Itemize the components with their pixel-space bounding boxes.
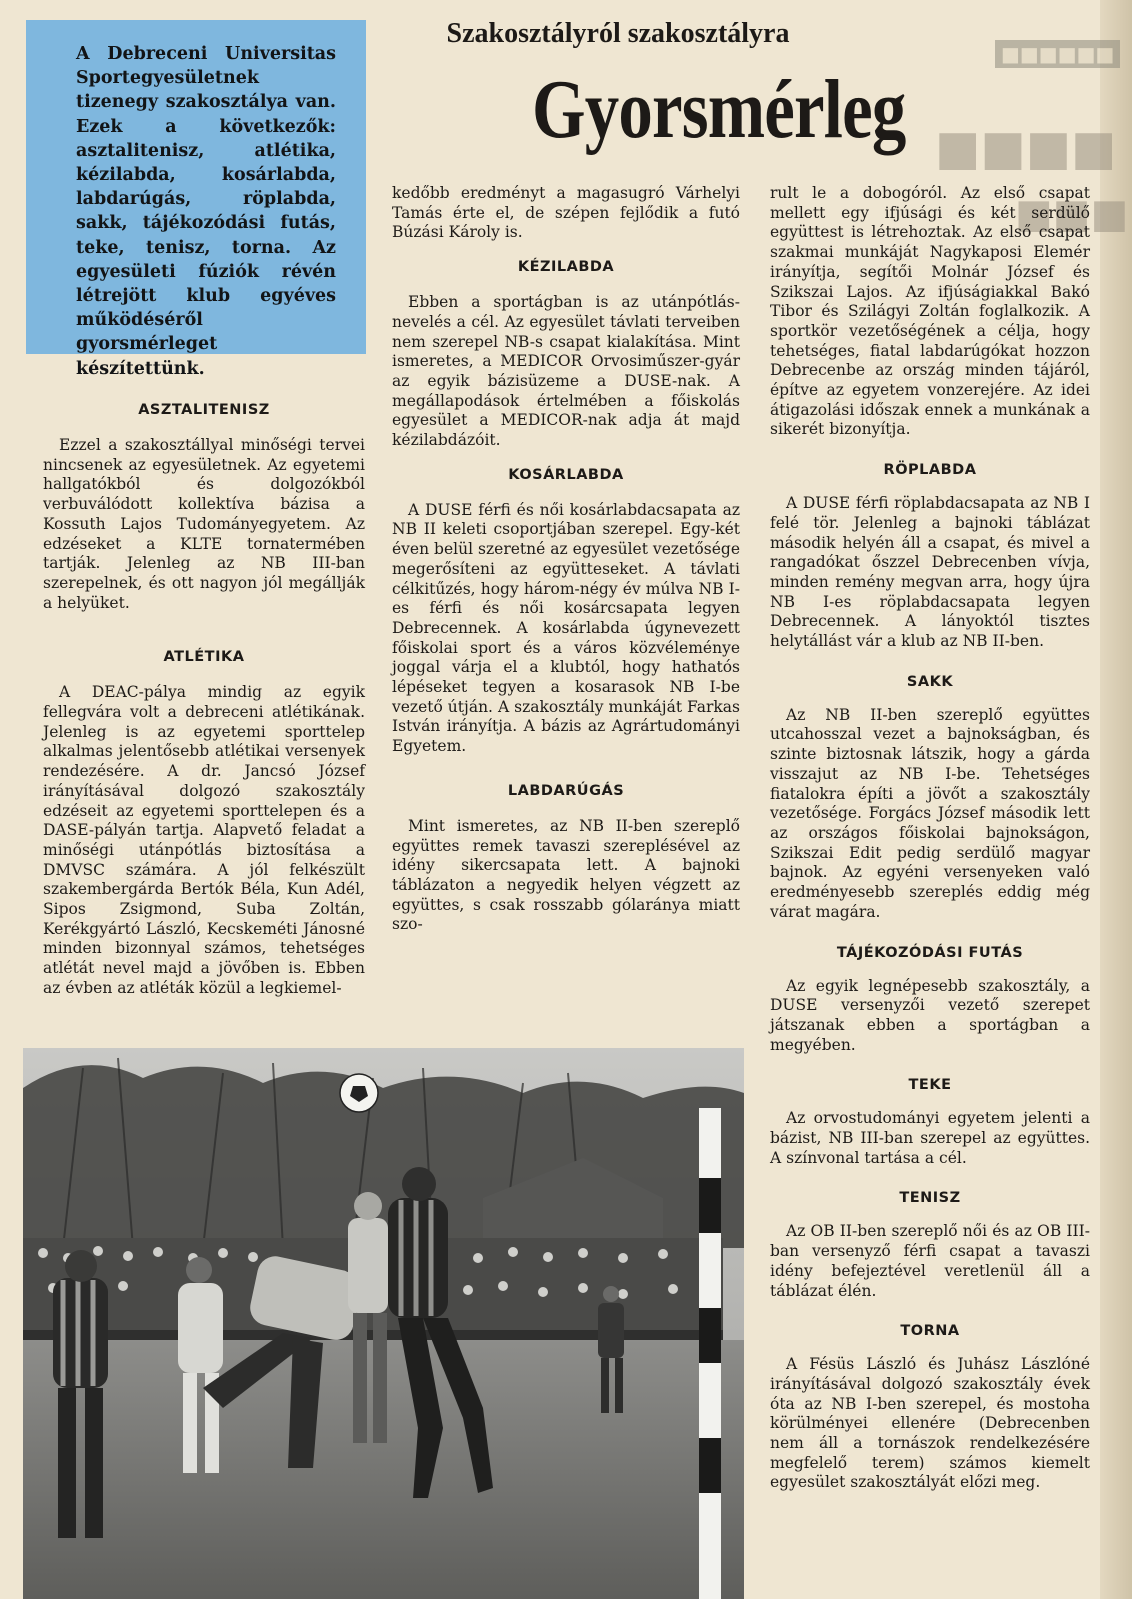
section-title-kosarlabda: KOSÁRLABDA: [508, 466, 624, 483]
section-text-tajekozodasi: Az egyik legnépesebb szakosztály, a DUSE versenyzői vezető szerepet játszanak ebben a sportágban a megyében.: [770, 976, 1090, 1054]
section-text-asztalitenisz: Ezzel a szakosztállyal minőségi tervei nincsenek az egyesületnek. Az egyetemi hallgatókból és dolgozókból verbuválódott kollektíva bázisa a Kossuth Lajos Tudományegyetem. Az edzéseket a KLTE tornatermében tartják. Jelenleg az NB III-ban szerepelnek, és ott nagyon jól megállják a helyüket.: [43, 436, 365, 612]
section-text-atletika: A DEAC-pálya mindig az egyik fellegvára volt a debreceni atlétikának. Jelenleg is az egyetemi sporttelep alkalmas jelentősebb atlétikai versenyek rendezésére. A dr. Jancsó József irányításával dolgozó szakosztály edzéseit az egyetemi sporttelepen és a DASE-pályán tartja. Alapvető feladat a minőségi utánpótlás biztosítása a DMVSC számára. A jól felkészült szakembergárda Bertók Béla, Kun Adél, Sipos Zsigmond, Suba Zoltán, Kerékgyártó László, Kecskeméti Jánosné minden bizonnyal számos, tehetséges atlétát nevel majd a jövőben is. Ebben az évben az atléták közül a legkiemel-: [43, 683, 365, 997]
section-title-teke: TEKE: [908, 1077, 952, 1094]
section-title-asztalitenisz: ASZTALITENISZ: [138, 402, 270, 418]
football-match-photo: [23, 1048, 744, 1599]
column-2: [392, 184, 740, 935]
column-1: [43, 400, 365, 999]
intro-box: [26, 20, 366, 379]
section-text-kezilabda: Ebben a sportágban is az utánpótlás-nevelés a cél. Az egyesület távlati terveiben nem szerepel NB-s csapat kialakítása. Mint ismeretes, a MEDICOR Orvosiműszer-gyár az egyik bázisüzeme a DUSE-nak. A megállapodások értelmében a főiskolás egyesület a MEDICOR-nak adja át majd kézilabdázóit.: [392, 293, 740, 450]
section-title-atletika: ATLÉTIKA: [163, 649, 245, 666]
column-3: [770, 184, 1090, 1493]
section-text-labdarugas-continued: rult le a dobogóról. Az első csapat mellett egy ifjúsági és két serdülő együttest is létrehoztak. Az első csapat szakmai munkáját Nagykaposi Elemér irányítja, segítői Molnár József és Szikszai Lajos. Az ifjúságiakkal Bakó Tibor és Szilágyi Zoltán foglalkozik. A sportkör vezetőségének a célja, hogy tehetséges, fiatal labdarúgókat hozzon Debrecenbe az ország minden tájáról, építve az egyetem vonzerejére. Az idei átigazolási időszak ennek a munkának a sikerét bizonyítja.: [770, 184, 1090, 439]
section-title-roplabda: RÖPLABDA: [883, 462, 977, 479]
section-text-atletika-continued: kedőbb eredményt a magasugró Várhelyi Tamás érte el, de szépen fejlődik a futó Búzási Károly is.: [392, 184, 740, 242]
photo-illustration: [23, 1048, 744, 1599]
section-title-tajekozodasi: TÁJÉKOZÓDÁSI FUTÁS: [836, 944, 1024, 961]
section-text-roplabda: A DUSE férfi röplabdacsapata az NB I felé tör. Jelenleg a bajnoki táblázat második helyén áll a csapat, és mivel a rangadókat őszzel Debrecenben vívja, minden remény megvan arra, hogy újra NB I-es röplabdacsapata legyen Debrecennek. A lányoktól tisztes helytállást vár a klub az NB II-ben.: [770, 494, 1090, 651]
section-text-sakk: Az NB II-ben szereplő együttes utcahosszal vezet a bajnokságban, és szinte biztosnak látszik, hogy a gárda visszajut az NB I-be. Tehetséges fiatalokra építi a jövőt a szakosztály vezetősége. Forgács József második lett az országos főiskolai bajnokságon, Szikszai Edit pedig serdülő magyar bajnok. Az egyéni versenyeken való eredményesebb szereplés eddig még várat magára.: [770, 705, 1090, 921]
intro-text: A Debreceni Universitas Sportegyesületnek tizenegy szakosztálya van. Ezek a következők: asztalitenisz, atlétika, kézilabda, kosárlabda, labdarúgás, röplabda, sakk, tájékozódási futás, teke, tenisz, torna. Az egyesületi fúziók révén létrejött klub egyéves működéséről gyorsmérleget készítettünk.: [76, 44, 336, 379]
section-text-tenisz: Az OB II-ben szereplő női és az OB III-ban versenyző férfi csapat a tavaszi idény befejeztével veretlenül áll a táblázat élén.: [770, 1222, 1090, 1300]
section-title-sakk: SAKK: [906, 673, 954, 690]
headline: Gyorsmérleg: [532, 63, 906, 156]
section-title-kezilabda: KÉZILABDA: [517, 259, 615, 276]
section-title-torna: TORNA: [900, 1323, 960, 1340]
section-text-kosarlabda: A DUSE férfi és női kosárlabdacsapata az NB II keleti csoportjában szerepel. Egy-két éven belül szeretné az egyesület vezetősége megerősíteni az együtteseket. A távlati célkitűzés, hogy három-négy év múlva NB I-es férfi és női kosárcsapata legyen Debrecennek. A kosárlabda úgynevezett főiskolai sport és a város közvéleménye joggal várja el a klubtól, hogy hathatós lépéseket tegyen a kosarasok NB I-be vezető útján. A szakosztály munkáját Farkas István irányítja. A bázis az Agrártudományi Egyetem.: [392, 500, 740, 756]
section-text-labdarugas: Mint ismeretes, az NB II-ben szereplő együttes remek tavaszi szereplésével az idény sikercsapata lett. A bajnoki táblázaton a negyedik helyen végzett az együttes, s csak rosszabb gólaránya miatt szo-: [392, 816, 740, 934]
section-title-tenisz: TENISZ: [899, 1190, 961, 1207]
kicker: Szakosztályról szakosztályra: [446, 18, 790, 49]
bleed-through-next-page: ■■■■■■ ■■■■ ■■■: [935, 42, 1129, 237]
section-title-labdarugas: LABDARÚGÁS: [507, 782, 625, 799]
section-text-torna: A Fésüs László és Juhász Lászlóné irányításával dolgozó szakosztály évek óta az NB I-ben szerepel, és mostoha körülményei ellenére (Debrecenben nem áll a tornászok rendelkezésére megfelelő terem) számos kiemelt egyesület szakosztályát előzi meg.: [770, 1355, 1090, 1492]
section-text-teke: Az orvostudományi egyetem jelenti a bázist, NB III-ban szerepel az együttes. A színvonal tartása a cél.: [770, 1109, 1090, 1167]
